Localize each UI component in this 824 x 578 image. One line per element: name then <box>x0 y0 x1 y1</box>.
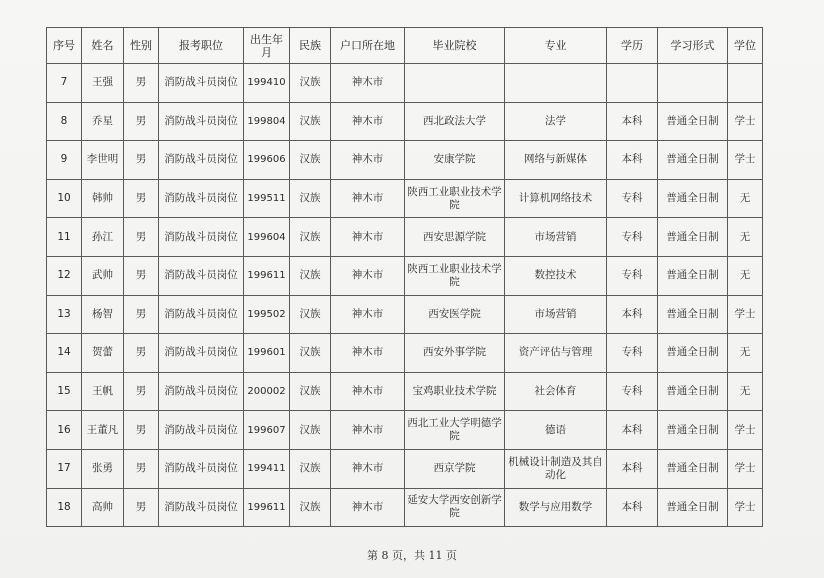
cell-degree: 学士 <box>728 449 763 488</box>
cell-degree <box>728 64 763 103</box>
cell-gender: 男 <box>124 411 159 450</box>
cell-position: 消防战斗员岗位 <box>159 141 244 180</box>
cell-school: 西安外事学院 <box>405 334 505 373</box>
cell-position: 消防战斗员岗位 <box>159 411 244 450</box>
cell-school: 西安医学院 <box>405 295 505 334</box>
cell-name: 王董凡 <box>82 411 124 450</box>
cell-gender: 男 <box>124 179 159 218</box>
cell-index: 17 <box>47 449 82 488</box>
cell-degree: 学士 <box>728 141 763 180</box>
table-row <box>47 449 763 488</box>
cell-study-form: 普通全日制 <box>658 141 728 180</box>
cell-study-form <box>658 64 728 103</box>
cell-position: 消防战斗员岗位 <box>159 488 244 527</box>
header-cell: 性别 <box>124 28 159 64</box>
cell-degree: 学士 <box>728 411 763 450</box>
cell-index: 7 <box>47 64 82 103</box>
cell-education: 本科 <box>607 295 658 334</box>
cell-name: 王强 <box>82 64 124 103</box>
cell-ethnicity: 汉族 <box>290 488 331 527</box>
cell-ethnicity: 汉族 <box>290 449 331 488</box>
header-cell: 出生年月 <box>244 28 290 64</box>
header-cell: 学历 <box>607 28 658 64</box>
cell-name: 武帅 <box>82 256 124 295</box>
cell-residence: 神木市 <box>331 295 405 334</box>
cell-study-form: 普通全日制 <box>658 372 728 411</box>
header-cell: 报考职位 <box>159 28 244 64</box>
cell-study-form: 普通全日制 <box>658 295 728 334</box>
cell-gender: 男 <box>124 141 159 180</box>
applicant-table <box>46 27 763 527</box>
cell-position: 消防战斗员岗位 <box>159 295 244 334</box>
cell-education: 专科 <box>607 334 658 373</box>
cell-ethnicity: 汉族 <box>290 256 331 295</box>
cell-study-form: 普通全日制 <box>658 411 728 450</box>
cell-degree: 无 <box>728 218 763 257</box>
header-cell: 民族 <box>290 28 331 64</box>
table-row <box>47 488 763 527</box>
cell-ethnicity: 汉族 <box>290 64 331 103</box>
cell-major: 法学 <box>505 102 607 141</box>
cell-birth: 199410 <box>244 64 290 103</box>
cell-index: 8 <box>47 102 82 141</box>
cell-major: 机械设计制造及其自动化 <box>505 449 607 488</box>
cell-education: 本科 <box>607 102 658 141</box>
header-cell: 毕业院校 <box>405 28 505 64</box>
cell-index: 10 <box>47 179 82 218</box>
header-cell: 序号 <box>47 28 82 64</box>
cell-position: 消防战斗员岗位 <box>159 449 244 488</box>
cell-degree: 学士 <box>728 102 763 141</box>
cell-study-form: 普通全日制 <box>658 218 728 257</box>
cell-position: 消防战斗员岗位 <box>159 218 244 257</box>
cell-degree: 无 <box>728 372 763 411</box>
cell-school: 西京学院 <box>405 449 505 488</box>
cell-residence: 神木市 <box>331 411 405 450</box>
cell-gender: 男 <box>124 102 159 141</box>
cell-school: 西北工业大学明德学院 <box>405 411 505 450</box>
cell-name: 王帆 <box>82 372 124 411</box>
table-row <box>47 102 763 141</box>
cell-school: 宝鸡职业技术学院 <box>405 372 505 411</box>
page-number-footer: 第 8 页，共 11 页 <box>367 549 457 562</box>
cell-education: 本科 <box>607 488 658 527</box>
cell-residence: 神木市 <box>331 141 405 180</box>
cell-major: 数控技术 <box>505 256 607 295</box>
cell-study-form: 普通全日制 <box>658 449 728 488</box>
cell-index: 15 <box>47 372 82 411</box>
cell-name: 高帅 <box>82 488 124 527</box>
header-cell: 专业 <box>505 28 607 64</box>
cell-school: 陕西工业职业技术学院 <box>405 179 505 218</box>
cell-birth: 199511 <box>244 179 290 218</box>
cell-ethnicity: 汉族 <box>290 102 331 141</box>
table-row <box>47 141 763 180</box>
cell-name: 韩帅 <box>82 179 124 218</box>
cell-birth: 199411 <box>244 449 290 488</box>
cell-ethnicity: 汉族 <box>290 179 331 218</box>
cell-position: 消防战斗员岗位 <box>159 102 244 141</box>
header-cell: 户口所在地 <box>331 28 405 64</box>
cell-gender: 男 <box>124 372 159 411</box>
cell-gender: 男 <box>124 64 159 103</box>
cell-major: 市场营销 <box>505 295 607 334</box>
cell-ethnicity: 汉族 <box>290 411 331 450</box>
cell-birth: 199502 <box>244 295 290 334</box>
cell-position: 消防战斗员岗位 <box>159 64 244 103</box>
cell-residence: 神木市 <box>331 102 405 141</box>
cell-birth: 199606 <box>244 141 290 180</box>
cell-gender: 男 <box>124 334 159 373</box>
cell-study-form: 普通全日制 <box>658 256 728 295</box>
cell-gender: 男 <box>124 256 159 295</box>
cell-position: 消防战斗员岗位 <box>159 334 244 373</box>
cell-school: 西安思源学院 <box>405 218 505 257</box>
cell-birth: 199611 <box>244 488 290 527</box>
cell-residence: 神木市 <box>331 372 405 411</box>
cell-study-form: 普通全日制 <box>658 334 728 373</box>
table-row <box>47 218 763 257</box>
cell-major <box>505 64 607 103</box>
cell-education: 本科 <box>607 411 658 450</box>
table-body <box>47 64 763 527</box>
table-row <box>47 372 763 411</box>
cell-degree: 无 <box>728 179 763 218</box>
cell-study-form: 普通全日制 <box>658 179 728 218</box>
cell-index: 13 <box>47 295 82 334</box>
cell-school: 安康学院 <box>405 141 505 180</box>
cell-school: 延安大学西安创新学院 <box>405 488 505 527</box>
cell-ethnicity: 汉族 <box>290 141 331 180</box>
cell-major: 计算机网络技术 <box>505 179 607 218</box>
cell-study-form: 普通全日制 <box>658 102 728 141</box>
cell-index: 16 <box>47 411 82 450</box>
cell-ethnicity: 汉族 <box>290 372 331 411</box>
table-row <box>47 295 763 334</box>
cell-birth: 199611 <box>244 256 290 295</box>
cell-school: 西北政法大学 <box>405 102 505 141</box>
cell-education: 专科 <box>607 218 658 257</box>
table-row <box>47 334 763 373</box>
table-header-row <box>47 28 763 64</box>
cell-degree: 学士 <box>728 488 763 527</box>
cell-birth: 199604 <box>244 218 290 257</box>
cell-gender: 男 <box>124 295 159 334</box>
table-row <box>47 179 763 218</box>
cell-gender: 男 <box>124 218 159 257</box>
cell-residence: 神木市 <box>331 256 405 295</box>
cell-major: 德语 <box>505 411 607 450</box>
cell-study-form: 普通全日制 <box>658 488 728 527</box>
cell-name: 张勇 <box>82 449 124 488</box>
header-cell: 学位 <box>728 28 763 64</box>
cell-education: 专科 <box>607 179 658 218</box>
cell-ethnicity: 汉族 <box>290 295 331 334</box>
cell-major: 社会体育 <box>505 372 607 411</box>
cell-residence: 神木市 <box>331 64 405 103</box>
cell-education: 本科 <box>607 141 658 180</box>
cell-ethnicity: 汉族 <box>290 218 331 257</box>
cell-birth: 200002 <box>244 372 290 411</box>
cell-name: 乔星 <box>82 102 124 141</box>
cell-birth: 199601 <box>244 334 290 373</box>
cell-gender: 男 <box>124 449 159 488</box>
cell-position: 消防战斗员岗位 <box>159 179 244 218</box>
cell-index: 18 <box>47 488 82 527</box>
cell-name: 孙江 <box>82 218 124 257</box>
cell-index: 9 <box>47 141 82 180</box>
cell-residence: 神木市 <box>331 334 405 373</box>
cell-degree: 无 <box>728 334 763 373</box>
cell-position: 消防战斗员岗位 <box>159 372 244 411</box>
cell-degree: 学士 <box>728 295 763 334</box>
cell-ethnicity: 汉族 <box>290 334 331 373</box>
table-row <box>47 256 763 295</box>
cell-residence: 神木市 <box>331 218 405 257</box>
cell-index: 11 <box>47 218 82 257</box>
cell-birth: 199607 <box>244 411 290 450</box>
cell-name: 贺蕾 <box>82 334 124 373</box>
cell-gender: 男 <box>124 488 159 527</box>
cell-school <box>405 64 505 103</box>
table-row <box>47 64 763 103</box>
table-row <box>47 411 763 450</box>
cell-major: 市场营销 <box>505 218 607 257</box>
cell-index: 12 <box>47 256 82 295</box>
cell-name: 李世明 <box>82 141 124 180</box>
cell-major: 数学与应用数学 <box>505 488 607 527</box>
cell-index: 14 <box>47 334 82 373</box>
cell-residence: 神木市 <box>331 449 405 488</box>
cell-degree: 无 <box>728 256 763 295</box>
cell-education <box>607 64 658 103</box>
cell-birth: 199804 <box>244 102 290 141</box>
cell-school: 陕西工业职业技术学院 <box>405 256 505 295</box>
cell-major: 网络与新媒体 <box>505 141 607 180</box>
cell-major: 资产评估与管理 <box>505 334 607 373</box>
cell-name: 杨智 <box>82 295 124 334</box>
header-cell: 姓名 <box>82 28 124 64</box>
cell-education: 专科 <box>607 256 658 295</box>
cell-education: 专科 <box>607 372 658 411</box>
cell-education: 本科 <box>607 449 658 488</box>
cell-residence: 神木市 <box>331 179 405 218</box>
cell-residence: 神木市 <box>331 488 405 527</box>
cell-position: 消防战斗员岗位 <box>159 256 244 295</box>
header-cell: 学习形式 <box>658 28 728 64</box>
